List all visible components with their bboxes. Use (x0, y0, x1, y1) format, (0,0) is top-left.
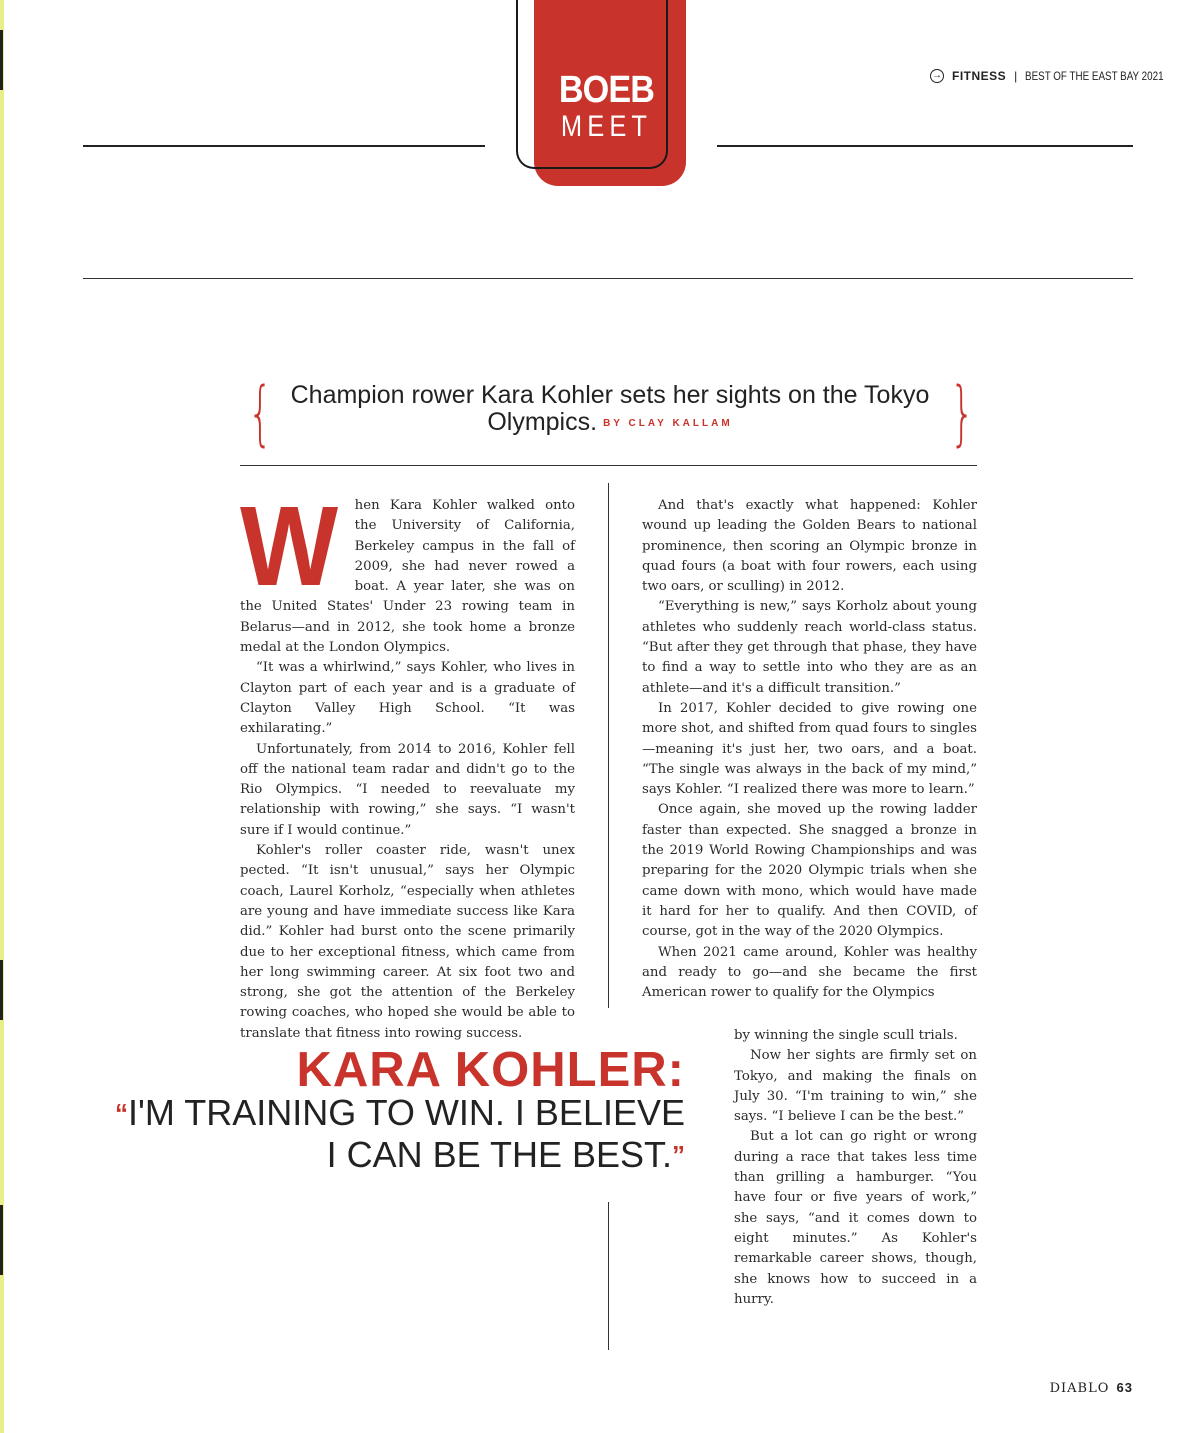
page-edge-mark (0, 30, 3, 90)
article-paragraph: by winning the single scull trials. (734, 1028, 958, 1043)
article-paragraph: Once again, she moved up the rowing ladder faster than expected. She snagged a bronze in the 2019 World Rowing Championships and was preparing for the 2020 Olympic trials when she came down with mono, which would have made it hard for her to qualify. And then COVID, of course, got in the way of the 2020 Olympics. (642, 802, 977, 940)
article-column-1 (240, 483, 575, 1044)
article-paragraph: W hen Kara Kohler walked onto the University of California, Berkeley campus in the fall of 2009, she had never rowed a boat. A year later, she was on the United States' Under 23 rowing team in Belarus—and in 2012, she took home a bronze medal at the London Olympics. (240, 483, 575, 656)
folio (1020, 1380, 1133, 1396)
magazine-name: DIABLO (1049, 1381, 1110, 1396)
article-paragraph: And that's exactly what happened: Kohler wound up leading the Golden Bears to national prominence, then scoring an Olympic bronze in quad fours (a boat with four rowers, each using two oars, or sculling) in 2012. (642, 498, 977, 595)
article-paragraph: Now her sights are firmly set on Tokyo, and making the finals on July 30. “I'm training to win,” she says. “I believe I can be the best.” (734, 1048, 977, 1125)
running-header-section: FITNESS (952, 69, 1007, 83)
column-divider (608, 1202, 609, 1350)
article-paragraph: “It was a whirlwind,” says Kohler, who lives in Clayton part of each year and is a graduate of Clayton Valley High School. “It was exhilarating.” (240, 660, 575, 737)
section-tab-title: BOEB (558, 69, 655, 111)
article-paragraph: In 2017, Kohler decided to give rowing one more shot, and shifted from quad fours to singles—meaning it's just her, two oars, and a boat. “The single was always in the back of my mind,” says Kohler. “I realized there was more to learn.” (642, 700, 977, 798)
pull-quote-line-2: I CAN BE THE BEST.” (326, 1134, 685, 1175)
deck-rule (240, 465, 977, 466)
drop-cap: W (240, 483, 339, 609)
arrow-right-circle-icon: → (932, 70, 942, 81)
pull-quote (85, 1092, 685, 1176)
page-edge-mark (0, 1205, 3, 1275)
byline: BY CLAY KALLAM (603, 417, 733, 429)
pull-quote-line-1: “I'M TRAINING TO WIN. I BELIEVE (115, 1092, 685, 1133)
right-brace-ornament: } (950, 372, 975, 454)
article-paragraph: When 2021 came around, Kohler was healthy and ready to go—and she became the first American rower to qualify for the Olympics (642, 944, 977, 1001)
close-quote-mark: ” (672, 1140, 685, 1170)
open-quote-mark: “ (115, 1098, 129, 1128)
left-brace-ornament: { (248, 372, 273, 454)
header-rule-left (83, 145, 485, 147)
article-deck (270, 382, 950, 437)
article-paragraph: Unfortunately, from 2014 to 2016, Kohler fell off the national team radar and didn't go to the Rio Olympics. “I needed to reevaluate my relationship with rowing,” she says. “I wasn't sure if I would continue.” (240, 741, 575, 838)
deck-text: Champion rower Kara Kohler sets her sights on the Tokyo Olympics. (290, 381, 930, 436)
page-number: 63 (1116, 1380, 1133, 1395)
article-paragraph: But a lot can go right or wrong during a race that takes less time than grilling a hamburger. “You have four or five years of work,” she says, “and it comes down to eight minutes.” As Kohler's remarkable career shows, though, she knows how to succeed in a hurry. (734, 1129, 977, 1307)
article-column-2 (642, 496, 977, 1003)
page-edge-mark (0, 960, 3, 1020)
article-paragraph: Kohler's roller coaster ride, wasn't unex pected. “It isn't unusual,” says her Olympic coach, Laurel Korholz, “especially when athletes are young and have immediate success like Kara did.” Kohler had burst onto the scene primarily due to her exceptional fitness, which came from her long swimming career. At six foot two and strong, she got the attention of the Berkeley rowing coaches, who hoped she would be able to translate that fitness into rowing success. (240, 843, 575, 1041)
column-divider (608, 483, 609, 1008)
article-column-3 (734, 1026, 977, 1310)
article-paragraph: “Everything is new,” says Korholz about young athletes who suddenly reach world-class status. “But after they get through that phase, they have to find a way to settle into who they are as an athlete—and it's a difficult transition.” (642, 599, 977, 696)
running-header-separator: | (1014, 69, 1018, 83)
pull-quote-name: KARA KOHLER: (296, 1043, 685, 1097)
running-header (930, 66, 1194, 86)
header-rule-right (717, 145, 1133, 147)
section-tab-subtitle: MEET (560, 110, 653, 143)
horizontal-rule (83, 278, 1133, 279)
running-header-issue: BEST OF THE EAST BAY 2021 (1025, 69, 1164, 83)
